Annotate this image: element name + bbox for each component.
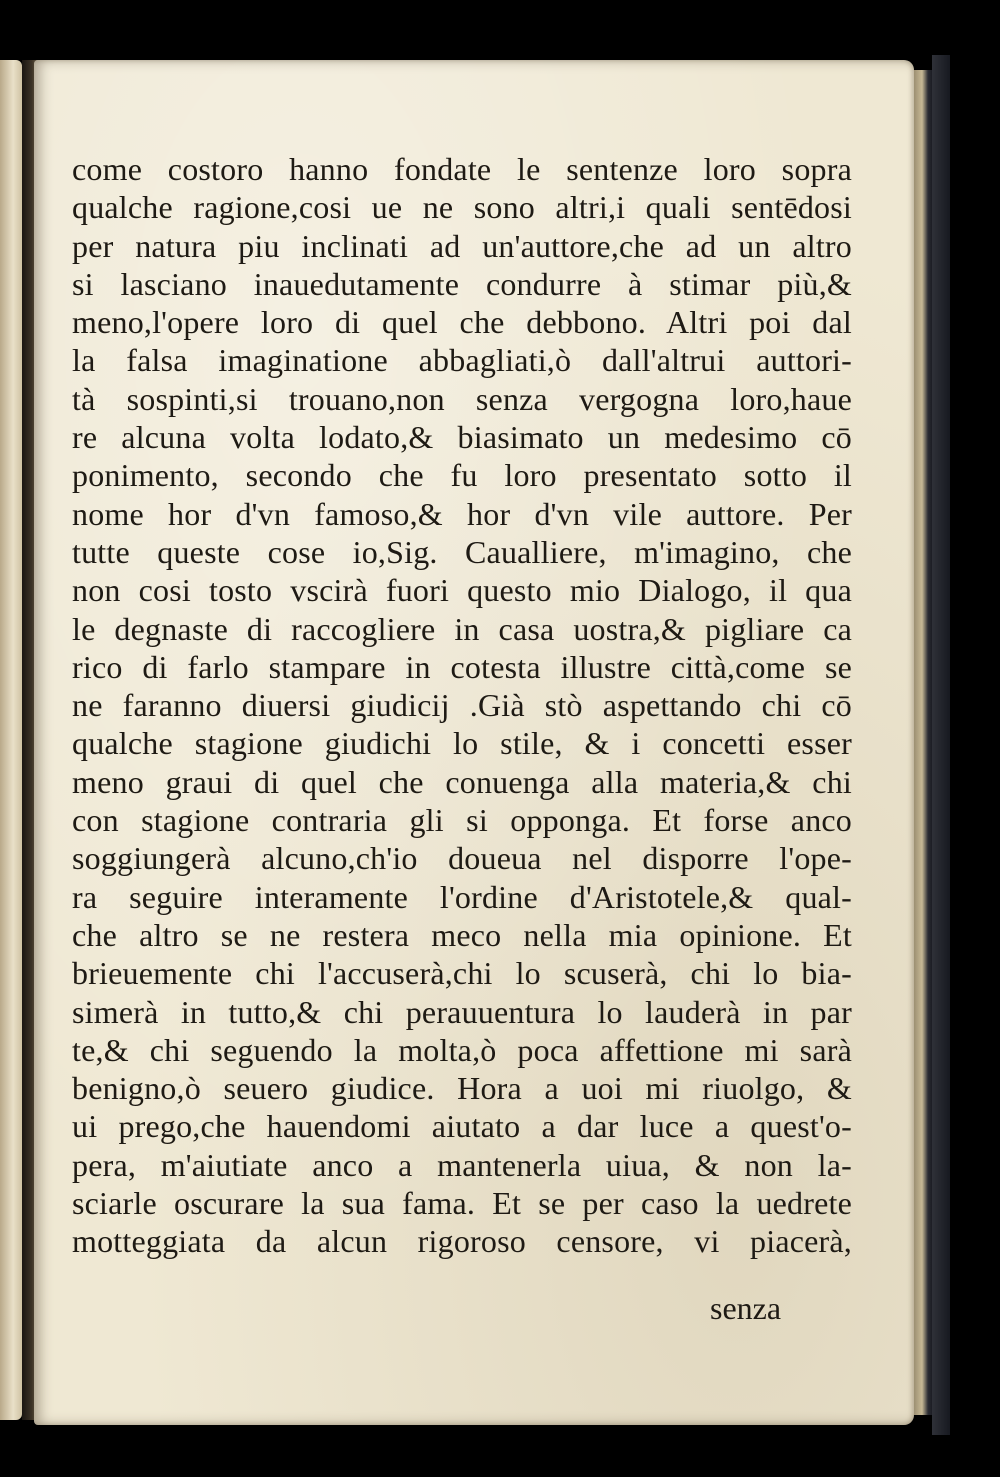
text-line: rico di farlo stampare in cotesta illustre città,come se (72, 648, 852, 685)
text-line: come costoro hanno fondate le sentenze loro sopra (72, 151, 852, 187)
text-line: ponimento, secondo che fu loro presentato sotto il (72, 457, 852, 494)
text-line: re alcuna volta lodato,& biasimato un medesimo cō (72, 419, 852, 456)
text-line: benigno,ò seuero giudice. Hora a uoi mi riuolgo, & (72, 1070, 852, 1107)
text-line: qualche stagione giudichi lo stile, & i concetti esser (72, 725, 852, 762)
text-line: pera, m'aiutiate anco a mantenerla uiua, & non la- (72, 1146, 852, 1183)
page-edge-stack (914, 70, 934, 1415)
text-line: la falsa imaginatione abbagliati,ò dall'altrui auttori- (72, 342, 852, 379)
text-line: motteggiata da alcun rigoroso censore, vi piacerà, (72, 1223, 852, 1260)
text-line: con stagione contraria gli si opponga. Et forse anco (72, 802, 852, 839)
catchword: senza (710, 1290, 782, 1326)
text-line: soggiungerà alcuno,ch'io doueua nel disporre l'ope- (72, 840, 852, 877)
text-line: tà sospinti,si trouano,non senza vergogna loro,haue (72, 380, 852, 417)
text-line: sciarle oscurare la sua fama. Et se per caso la uedrete (72, 1185, 852, 1222)
text-line: si lasciano inauedutamente condurre à stimar più,& (72, 265, 852, 302)
text-line: tutte queste cose io,Sig. Caualliere, m'imagino, che (72, 533, 852, 570)
text-line: le degnaste di raccogliere in casa uostra,& pigliare ca (72, 610, 852, 647)
text-line: qualche ragione,cosi ue ne sono altri,i quali sentēdosi (72, 189, 852, 226)
text-line: brieuemente chi l'accuserà,chi lo scuserà, chi lo bia- (72, 955, 852, 992)
text-line: per natura piu inclinati ad un'auttore,che ad un altro (72, 227, 852, 264)
text-line: ra seguire interamente l'ordine d'Aristotele,& qual- (72, 878, 852, 915)
text-line: nome hor d'vn famoso,& hor d'vn vile auttore. Per (72, 495, 852, 532)
left-page-edge (0, 60, 22, 1420)
text-line: che altro se ne restera meco nella mia opinione. Et (72, 916, 852, 953)
body-text (72, 150, 852, 1261)
text-line: simerà in tutto,& chi perauuentura lo lauderà in par (72, 993, 852, 1030)
book-cover-edge (932, 55, 950, 1435)
text-line: ne faranno diuersi giudicij .Già stò aspettando chi cō (72, 687, 852, 724)
text-line: ui prego,che hauendomi aiutato a dar luce a quest'o- (72, 1108, 852, 1145)
text-line: meno graui di quel che conuenga alla materia,& chi (72, 763, 852, 800)
text-line: non cosi tosto vscirà fuori questo mio Dialogo, il qua (72, 572, 852, 609)
text-line: meno,l'opere loro di quel che debbono. Altri poi dal (72, 304, 852, 341)
text-line: te,& chi seguendo la molta,ò poca affettione mi sarà (72, 1031, 852, 1068)
